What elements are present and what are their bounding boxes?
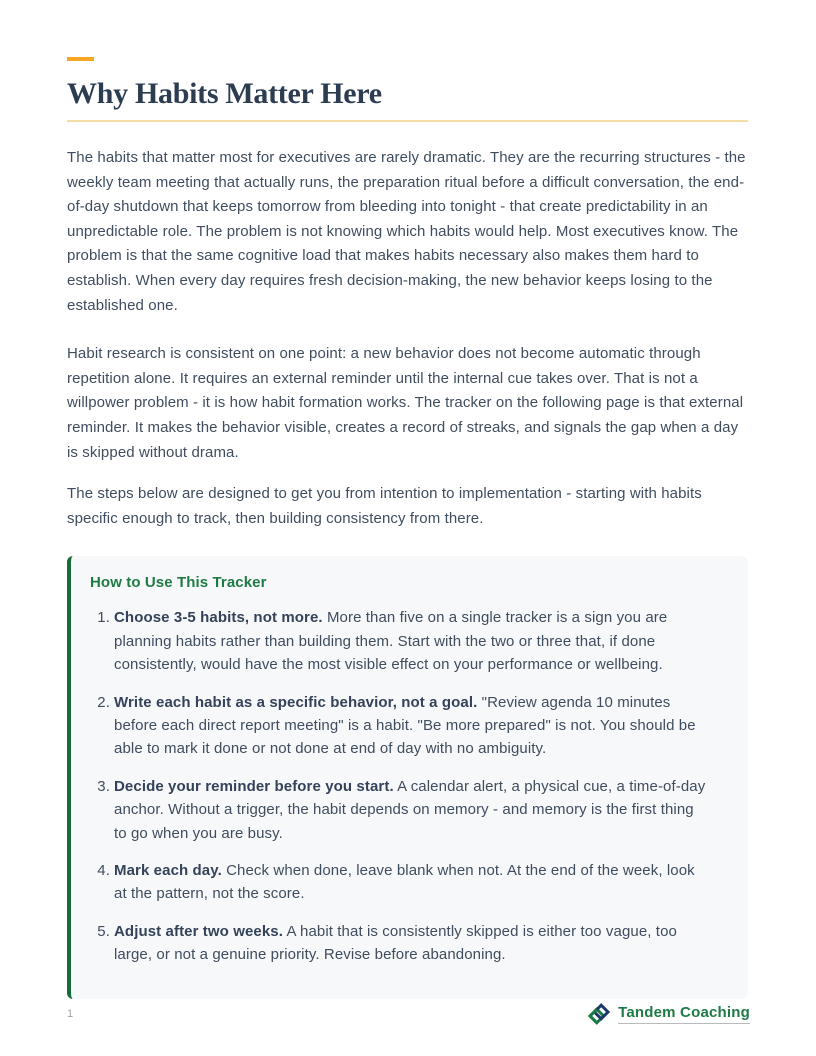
list-item-lead: Decide your reminder before you start. (114, 777, 394, 795)
list-item-text (114, 920, 710, 967)
list-item-number: 5. (97, 922, 110, 940)
callout-heading: How to Use This Tracker (90, 574, 267, 592)
list-item (90, 775, 710, 845)
list-item-number: 2. (97, 693, 110, 711)
title-rule (67, 120, 748, 122)
list-item-lead: Adjust after two weeks. (114, 922, 284, 940)
list-item-number: 1. (97, 609, 110, 627)
intro-paragraph-1: The habits that matter most for executives are rarely dramatic. They are the recurring structures - the weekly team meeting that actually runs, the preparation ritual before a difficult conversation, the end-of-day shutdown that keeps tomorrow from bleeding into tonight - that create predictability in an unpredictable role. The problem is not knowing which habits would help. Most executives know. The problem is that the same cognitive load that makes habits necessary also makes them hard to establish. When every day requires fresh decision-making, the new behavior keeps losing to the established one. (67, 149, 746, 314)
list-item-number: 3. (97, 777, 110, 795)
accent-bar (67, 57, 94, 61)
intro-paragraph-3: The steps below are designed to get you from intention to implementation - starting with habits specific enough to track, then building consistency from there. (67, 485, 702, 527)
list-item-body: Check when done, leave blank when not. At the end of the week, look at the pattern, not the score. (114, 861, 695, 903)
list-item-lead: Choose 3-5 habits, not more. (114, 609, 323, 627)
list-item-text (114, 775, 710, 845)
page-title: Why Habits Matter Here (67, 77, 382, 110)
tandem-coaching-logo[interactable] (587, 1002, 750, 1026)
tandem-diamond-icon (587, 1002, 611, 1026)
list-item (90, 691, 710, 761)
page-number: 1 (67, 1008, 74, 1020)
intro-paragraph-2: Habit research is consistent on one point: a new behavior does not become automatic through repetition alone. It requires an external reminder until the internal cue takes over. That is not a willpower problem - it is how habit formation works. The tracker on the following page is that external reminder. It makes the behavior visible, creates a record of streaks, and signals the gap when a day is skipped without drama. (67, 345, 744, 461)
logo-text: Tandem Coaching (618, 1004, 750, 1024)
list-item-text (114, 691, 710, 761)
list-item-number: 4. (97, 861, 110, 879)
list-item (90, 606, 710, 676)
list-item-lead: Write each habit as a specific behavior, not a goal. (114, 693, 478, 711)
list-item (90, 859, 710, 906)
list-item-text (114, 606, 710, 676)
how-to-use-callout (67, 556, 748, 998)
list-item-body: "Review agenda 10 minutes before each direct report meeting" is a habit. "Be more prepared" is not. You should be able to mark it done or not done at end of day with no ambiguity. (114, 693, 696, 758)
page-footer (67, 1002, 750, 1026)
list-item-lead: Mark each day. (114, 861, 222, 879)
list-item (90, 920, 710, 967)
list-item-body: More than five on a single tracker is a sign you are planning habits rather than building them. Start with the two or three that, if done consistently, would have the most visible effect on your performance or wellbeing. (114, 609, 668, 674)
list-item-body: A calendar alert, a physical cue, a time-of-day anchor. Without a trigger, the habit depends on memory - and memory is the first thing to go when you are busy. (114, 777, 706, 842)
list-item-body: A habit that is consistently skipped is either too vague, too large, or not a genuine priority. Revise before abandoning. (114, 922, 677, 964)
list-item-text (114, 859, 710, 906)
